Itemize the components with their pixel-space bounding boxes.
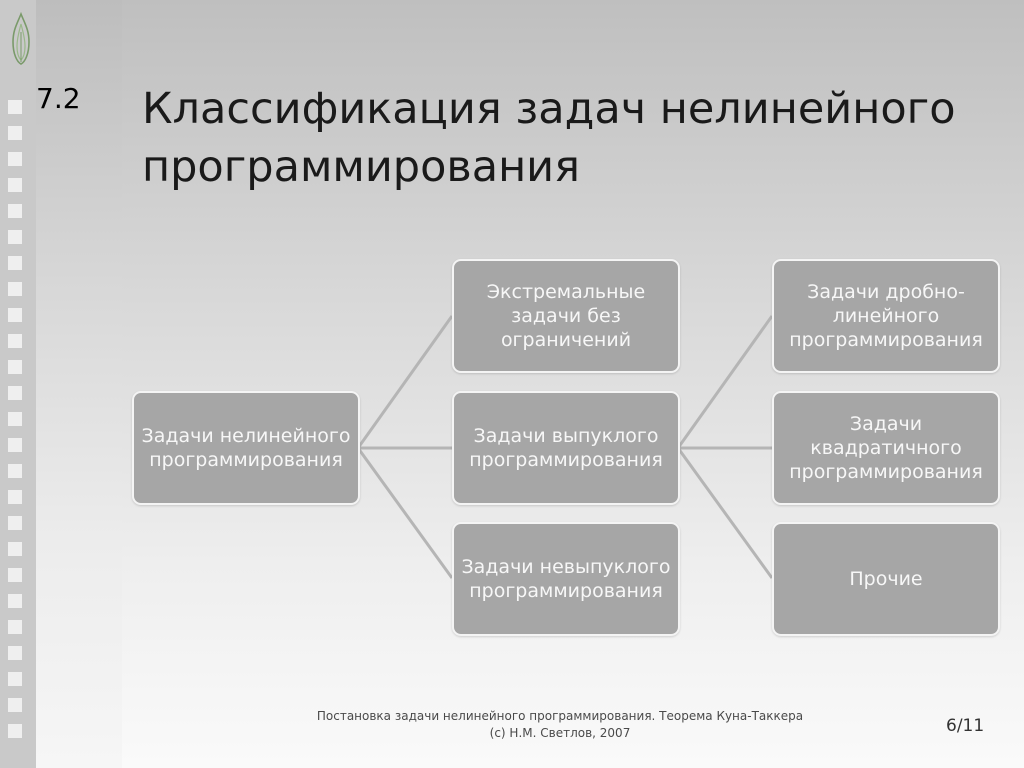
node-other: Прочие (772, 522, 1000, 636)
footer-line-2: (с) Н.М. Светлов, 2007 (489, 726, 631, 740)
node-fractional-linear: Задачи дробно-линейного программирования (772, 259, 1000, 373)
node-nonlinear-programming: Задачи нелинейного программирования (132, 391, 360, 505)
page-number: 6/11 (946, 716, 985, 736)
connector-root-nonconvex (358, 448, 452, 578)
node-unconstrained-extremal: Экстремальные задачи без ограничений (452, 259, 680, 373)
connector-root-extremal (358, 316, 452, 448)
footer-line-1: Постановка задачи нелинейного программирования. Теорема Куна-Таккера (316, 709, 804, 723)
connector-convex-other (678, 448, 772, 578)
slide-title: Классификация задач нелинейного программирования (142, 84, 956, 192)
node-convex-programming: Задачи выпуклого программирования (452, 391, 680, 505)
node-nonconvex-programming: Задачи невыпуклого программирования (452, 522, 680, 636)
footer (300, 708, 820, 742)
node-quadratic: Задачи квадратичного программирования (772, 391, 1000, 505)
section-number: 7.2 (36, 82, 81, 115)
connector-convex-fractional (678, 316, 772, 448)
